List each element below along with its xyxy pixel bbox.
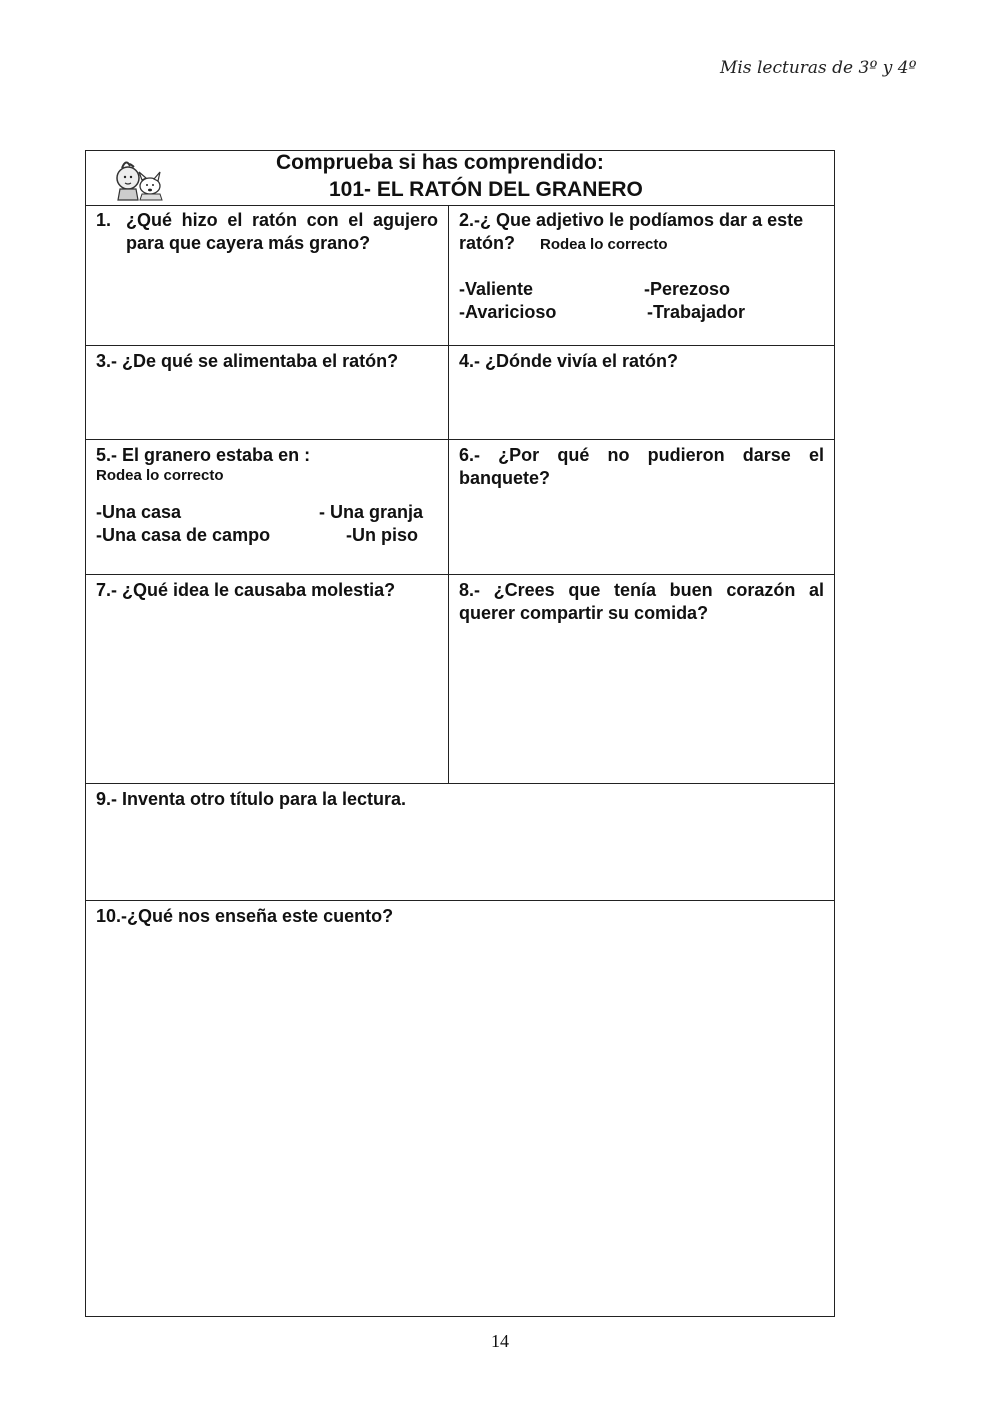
question-10-cell[interactable] xyxy=(86,901,834,1316)
question-3-text: 3.- ¿De qué se alimentaba el ratón? xyxy=(96,351,399,371)
question-5-options xyxy=(96,501,438,547)
option-valiente[interactable]: -Valiente xyxy=(459,279,534,299)
title-row xyxy=(86,151,834,206)
question-8-text: 8.- ¿Crees que tenía buen corazón al querer compartir su comida? xyxy=(459,580,824,623)
question-2-text: 2.-¿ Que adjetivo le podíamos dar a este ratón? xyxy=(459,210,804,253)
question-6-text: 6.- ¿Por qué no pudieron darse el banquete? xyxy=(459,445,824,488)
question-9-text: 9.- Inventa otro título para la lectura. xyxy=(96,789,407,809)
page-number: 14 xyxy=(491,1331,509,1351)
question-1-cell[interactable] xyxy=(86,205,449,346)
question-5-cell[interactable] xyxy=(86,440,449,575)
question-1-text: ¿Qué hizo el ratón con el agujero para que cayera más grano? xyxy=(126,210,438,253)
tintin-mascot-icon xyxy=(108,154,166,202)
title-line-1: Comprueba si has comprendido: xyxy=(276,151,604,174)
option-una-casa[interactable]: -Una casa xyxy=(96,502,182,522)
question-9-cell[interactable] xyxy=(86,784,834,901)
option-una-granja[interactable]: - Una granja xyxy=(319,502,424,522)
question-1-number: 1. xyxy=(96,210,112,230)
option-un-piso[interactable]: -Un piso xyxy=(346,525,418,545)
question-5-text: 5.- El granero estaba en : xyxy=(96,445,311,465)
question-2-hint: Rodea lo correcto xyxy=(540,236,668,253)
question-5-hint: Rodea lo correcto xyxy=(96,467,224,484)
question-2-options xyxy=(459,278,824,324)
header-note: Mis lecturas de 3º y 4º xyxy=(720,58,917,78)
question-3-cell[interactable] xyxy=(86,346,449,440)
question-10-text: 10.-¿Qué nos enseña este cuento? xyxy=(96,906,394,926)
option-trabajador[interactable]: -Trabajador xyxy=(647,302,746,322)
question-4-text: 4.- ¿Dónde vivía el ratón? xyxy=(459,351,679,371)
option-avaricioso[interactable]: -Avaricioso xyxy=(459,302,557,322)
question-8-cell[interactable] xyxy=(449,575,834,784)
question-6-cell[interactable] xyxy=(449,440,834,575)
option-perezoso[interactable]: -Perezoso xyxy=(644,279,731,299)
question-2-cell[interactable] xyxy=(449,205,834,346)
worksheet xyxy=(85,150,835,1317)
question-7-cell[interactable] xyxy=(86,575,449,784)
title-line-2: 101- EL RATÓN DEL GRANERO xyxy=(329,178,643,201)
question-7-text: 7.- ¿Qué idea le causaba molestia? xyxy=(96,580,396,600)
question-4-cell[interactable] xyxy=(449,346,834,440)
option-casa-de-campo[interactable]: -Una casa de campo xyxy=(96,525,271,545)
